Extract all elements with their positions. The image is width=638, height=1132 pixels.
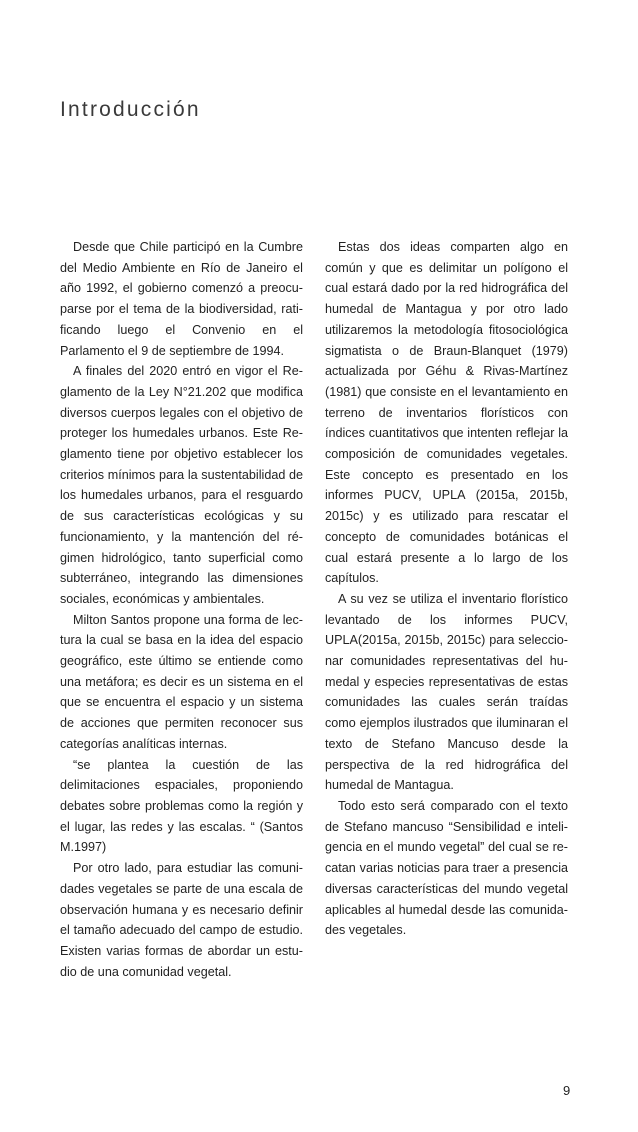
paragraph: Por otro lado, para estudiar las comunidades vegetales se parte de una escala de observación humana y es necesario definir el tamaño adecuado del campo de estudio. Existen varias formas de abordar un estudio de una comunidad vegetal. <box>60 861 303 979</box>
paragraph: A su vez se utiliza el inventario florístico levantado de los informes PUCV, UPLA(2015a, 2015b, 2015c) para seleccionar comunidades representativas del humedal y especies representativas de estas comunidades las cuales serán traídas como ejemplos ilustrados que iluminaran el texto de Stefano Mancuso desde la perspectiva de la red hidrográfica del humedal de Mantagua. <box>325 591 568 793</box>
paragraph: Todo esto será comparado con el texto de Stefano mancuso “Sensibilidad e inteligencia en el mundo vegetal” del cual se recatan varias noticias para traer a presencia diversas características del mundo vegetal aplicables al humedal desde las comunidades vegetales. <box>325 798 568 938</box>
paragraph: Estas dos ideas comparten algo en común y que es delimitar un polígono el cual estará dado por la red hidrográfica del humedal de Mantagua y por otro lado utilizaremos la metodología fitosociológica sigmatista o de Braun-Blanquet (1979) actualizada por Géhu & Rivas-Martínez (1981) que consiste en el levantamiento en terreno de inventarios florísticos con índices cuantitativos que intenten reflejar la composición de comunidades vegetales. Este concepto es presentado en los informes PUCV, UPLA (2015a, 2015b, 2015c) y es utilizado para rescatar el concepto de comunidades botánicas el cual estará presente a lo largo de los capítulos. <box>325 240 568 586</box>
left-text-column <box>60 237 303 982</box>
paragraph: “se plantea la cuestión de las delimitaciones espaciales, proponiendo debates sobre problemas como la región y el lugar, las redes y las escalas. “ (Santos M.1997) <box>60 757 303 855</box>
paragraph: A finales del 2020 entró en vigor el Reglamento de la Ley N°21.202 que modifica diversos cuerpos legales con el objetivo de proteger los humedales urbanos. Este Reglamento tiene por objetivo establecer los criterios mínimos para la sustentabilidad de los humedales urbanos, para el resguardo de sus características ecológicas y su funcionamiento, y la mantención del régimen hidrológico, tanto superficial como subterráneo, integrando las dimensiones sociales, económicas y ambientales. <box>60 364 303 606</box>
paragraph: Desde que Chile participó en la Cumbre del Medio Ambiente en Río de Janeiro el año 1992, el gobierno comenzó a preocuparse por el tema de la biodiversidad, ratificando luego el Convenio en el Parlamento el 9 de septiembre de 1994. <box>60 240 303 358</box>
right-text-column <box>325 237 568 941</box>
paragraph: Milton Santos propone una forma de lectura la cual se basa en la idea del espacio geográfico, este último se entiende como una metáfora; es decir es un sistema en el que se encuentra el espacio y un sistema de acciones que permiten reconocer sus categorías analíticas internas. <box>60 612 303 751</box>
page-number: 9 <box>563 1083 571 1098</box>
page-title: Introducción <box>60 98 201 121</box>
